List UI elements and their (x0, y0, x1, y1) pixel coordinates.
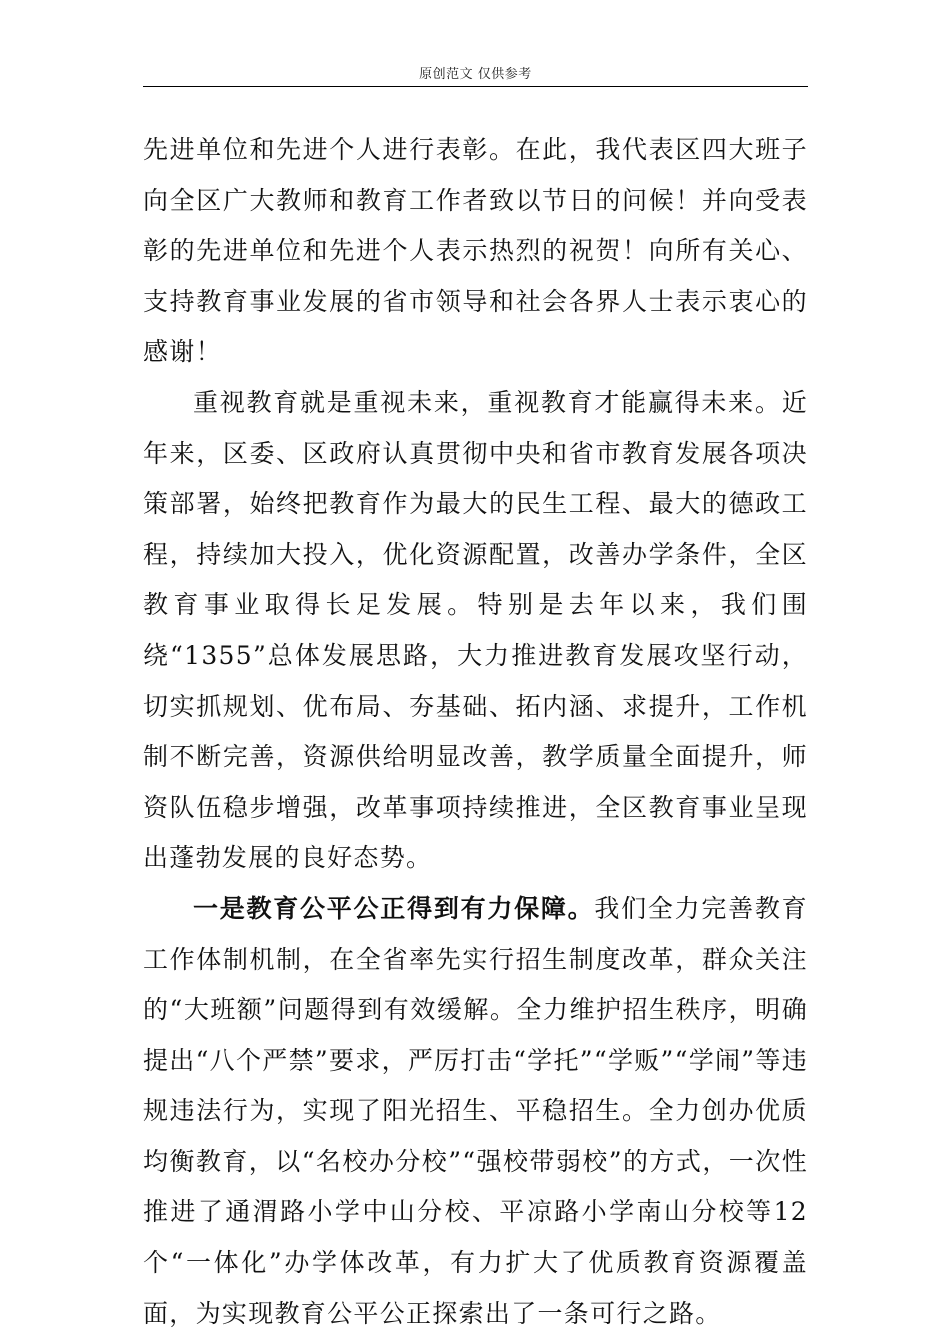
header-text: 原创范文 仅供参考 (419, 67, 532, 82)
paragraph-body: 我们全力完善教育工作体制机制，在全省率先实行招生制度改革，群众关注的“大班额”问题得到有效缓解。全力维护招生秩序，明确提出“八个严禁”要求，严厉打击“学托”“学贩”“学闹”等违规违法行为，实现了阳光招生、平稳招生。全力创办优质均衡教育，以“名校办分校”“强校带弱校”的方式，一次性推进了通渭路小学中山分校、平凉路小学南山分校等12个“一体化”办学体改革，有力扩大了优质教育资源覆盖面，为实现教育公平公正探索出了一条可行之路。 (143, 893, 808, 1328)
document-body (143, 125, 808, 1339)
paragraph-education-fairness (143, 884, 808, 1339)
header-rule (143, 86, 808, 87)
paragraph-lead-heading: 一是教育公平公正得到有力保障。 (193, 893, 595, 923)
page-header (143, 66, 808, 88)
paragraph-education-development: 重视教育就是重视未来，重视教育才能赢得未来。近年来，区委、区政府认真贯彻中央和省市教育发展各项决策部署，始终把教育作为最大的民生工程、最大的德政工程，持续加大投入，优化资源配置，改善办学条件，全区教育事业取得长足发展。特别是去年以来，我们围绕“1355”总体发展思路，大力推进教育发展攻坚行动，切实抓规划、优布局、夯基础、拓内涵、求提升，工作机制不断完善，资源供给明显改善，教学质量全面提升，师资队伍稳步增强，改革事项持续推进，全区教育事业呈现出蓬勃发展的良好态势。 (143, 387, 808, 873)
paragraph-commendation: 先进单位和先进个人进行表彰。在此，我代表区四大班子向全区广大教师和教育工作者致以节日的问候！并向受表彰的先进单位和先进个人表示热烈的祝贺！向所有关心、支持教育事业发展的省市领导和社会各界人士表示衷心的感谢！ (143, 135, 808, 367)
